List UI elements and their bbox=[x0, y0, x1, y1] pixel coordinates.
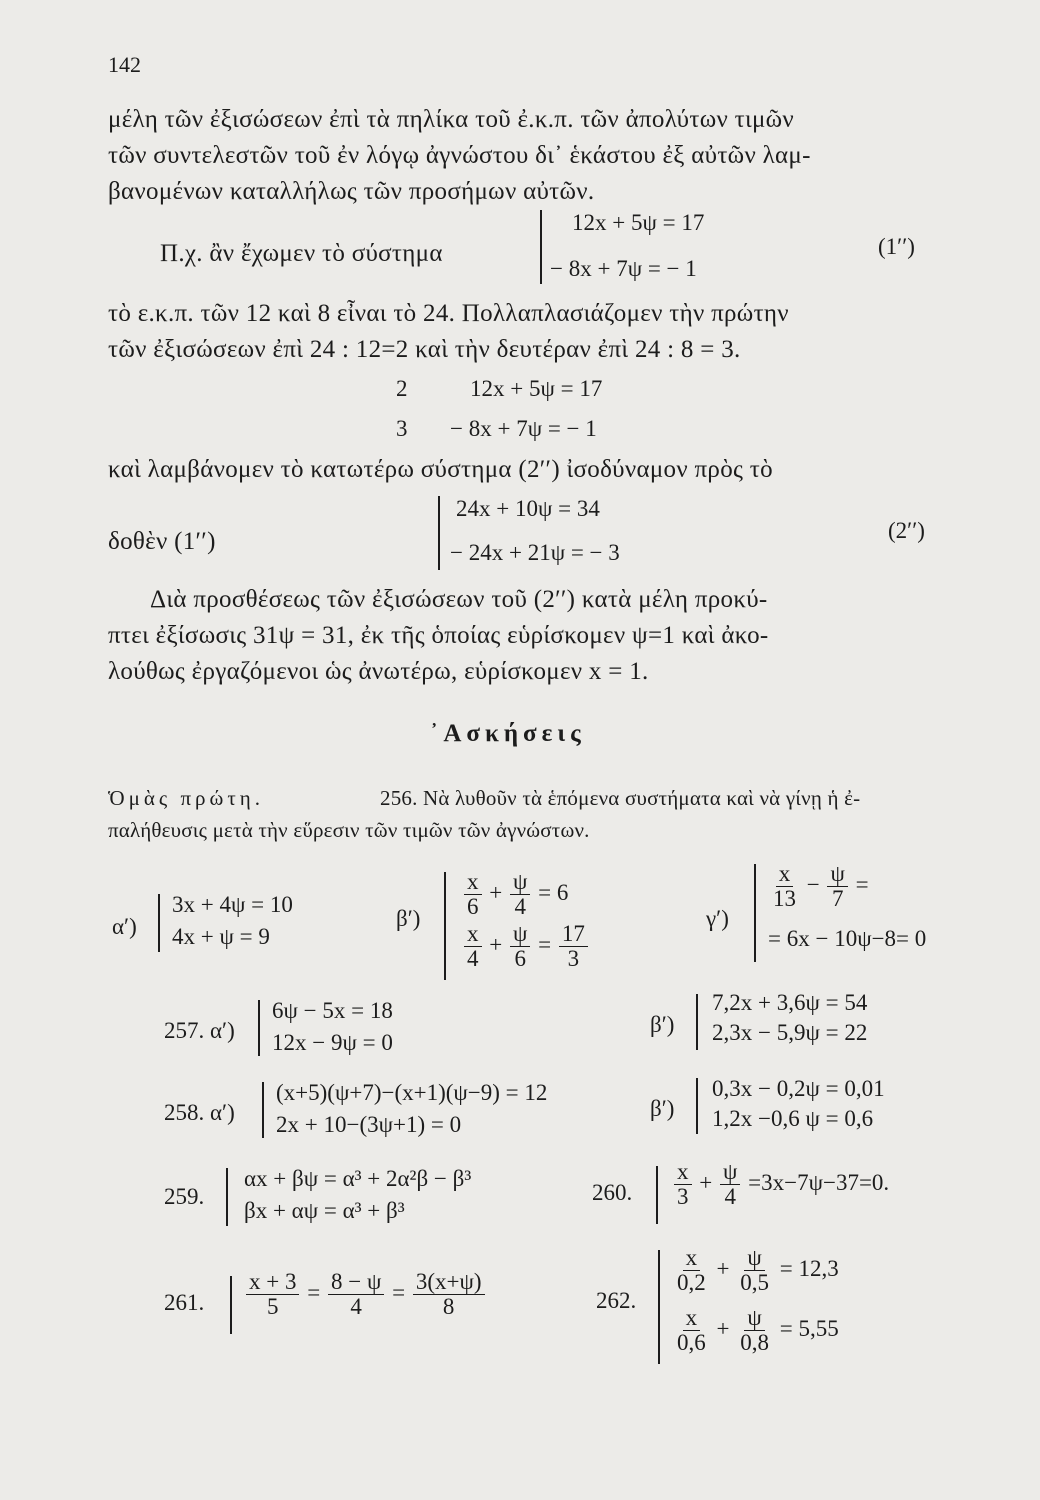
ex258b-eq-2: 1,2x −0,6 ψ = 0,6 bbox=[712, 1106, 874, 1131]
ex256c-label: γ′) bbox=[706, 906, 729, 931]
system-brace bbox=[444, 872, 446, 980]
lcm-line-1: τὸ ε.κ.π. τῶν 12 καὶ 8 εἶναι τὸ 24. Πολλαπλασιάζομεν τὴν πρώτην bbox=[108, 300, 789, 327]
equiv-lead: δοθὲν (1′′) bbox=[108, 528, 216, 555]
equiv-eq-1: 24x + 10ψ = 34 bbox=[456, 496, 600, 521]
ex258b-eq-1: 0,3x − 0,2ψ = 0,01 bbox=[712, 1076, 885, 1101]
ex256c-eq-1: $\frac{x}{13}$ − $\frac{\psi}{7}$ = bbox=[773, 861, 869, 912]
system-brace bbox=[656, 1166, 658, 1224]
ex257b-eq-1: 7,2x + 3,6ψ = 54 bbox=[712, 990, 868, 1015]
example-label: (1′′) bbox=[878, 234, 915, 259]
ex259-label: 259. bbox=[164, 1184, 205, 1209]
equiv-line: καὶ λαμβάνομεν τὸ κατωτέρω σύστημα (2′′) ἰσοδύναμον πρὸς τὸ bbox=[108, 456, 773, 483]
ex258b-label: β′) bbox=[650, 1096, 675, 1121]
conclusion-line-1: Διὰ προσθέσεως τῶν ἐξισώσεων τοῦ (2′′) κατὰ μέλη προκύ- bbox=[150, 586, 768, 613]
system-brace bbox=[226, 1168, 228, 1226]
system-brace bbox=[158, 894, 160, 952]
ex257a-eq-1: 6ψ − 5x = 18 bbox=[272, 998, 393, 1023]
ex256a-eq-1: 3x + 4ψ = 10 bbox=[172, 892, 293, 917]
system-brace bbox=[696, 1078, 698, 1134]
multiplied-eq-2: − 8x + 7ψ = − 1 bbox=[450, 416, 597, 441]
ex256a-eq-2: 4x + ψ = 9 bbox=[172, 924, 270, 949]
ex258a-label: 258. α′) bbox=[164, 1100, 235, 1125]
system-brace bbox=[658, 1250, 660, 1364]
ex258a-eq-1: (x+5)(ψ+7)−(x+1)(ψ−9) = 12 bbox=[276, 1080, 548, 1105]
intro-line-2: τῶν συντελεστῶν τοῦ ἐν λόγῳ ἀγνώστου δι᾽ ἑκάστου ἐξ αὐτῶν λαμ- bbox=[108, 142, 811, 169]
ex256b-eq-2: $\frac{x}{4}$ + $\frac{\psi}{6}$ = $\frac{17}{3}$ bbox=[462, 922, 590, 971]
system-brace bbox=[262, 1082, 264, 1138]
system-brace bbox=[230, 1276, 232, 1334]
ex259-eq-1: αx + βψ = α³ + 2α²β − β³ bbox=[244, 1166, 472, 1191]
ex256b-eq-1: $\frac{x}{6}$ + $\frac{\psi}{4}$ = 6 bbox=[462, 870, 568, 919]
multiplier-2: 3 bbox=[396, 416, 408, 441]
example-eq-2: − 8x + 7ψ = − 1 bbox=[550, 256, 697, 281]
ex262-eq-1: $\frac{x}{0,2}$ + $\frac{\psi}{0,5}$ = 12,3 bbox=[677, 1245, 839, 1296]
ex257a-eq-2: 12x − 9ψ = 0 bbox=[272, 1030, 393, 1055]
equiv-label: (2′′) bbox=[888, 518, 925, 543]
ex257b-label: β′) bbox=[650, 1012, 675, 1037]
conclusion-line-2: πτει ἐξίσωσις 31ψ = 31, ἐκ τῆς ὁποίας εὑρίσκομεν ψ=1 καὶ ἀκο- bbox=[108, 622, 769, 649]
multiplied-eq-1: 12x + 5ψ = 17 bbox=[470, 376, 603, 401]
example-eq-1: 12x + 5ψ = 17 bbox=[572, 210, 705, 235]
conclusion-line-3: λούθως ἐργαζόμενοι ὡς ἀνωτέρω, εὑρίσκομεν x = 1. bbox=[108, 658, 649, 685]
ex261-label: 261. bbox=[164, 1290, 205, 1315]
intro-line-3: βανομένων καταλλήλως τῶν προσήμων αὐτῶν. bbox=[108, 178, 595, 205]
system-brace bbox=[540, 210, 542, 284]
lcm-line-2: τῶν ἐξισώσεων ἐπὶ 24 : 12=2 καὶ τὴν δευτέραν ἐπὶ 24 : 8 = 3. bbox=[108, 336, 741, 363]
system-brace bbox=[258, 1000, 260, 1056]
ex262-eq-2: $\frac{x}{0,6}$ + $\frac{\psi}{0,8}$ = 5,55 bbox=[677, 1305, 839, 1356]
ex256b-label: β′) bbox=[396, 906, 421, 931]
ex261-eq: $\frac{x + 3}{5}$ = $\frac{8 - \psi}{4}$ = $\frac{3(x+\psi)}{8}$ bbox=[244, 1270, 487, 1319]
ex257a-label: 257. α′) bbox=[164, 1018, 235, 1043]
ex262-label: 262. bbox=[596, 1288, 637, 1313]
ex257b-eq-2: 2,3x − 5,9ψ = 22 bbox=[712, 1020, 868, 1045]
ex256c-eq-2: = 6x − 10ψ−8= 0 bbox=[768, 926, 927, 951]
ex258a-eq-2: 2x + 10−(3ψ+1) = 0 bbox=[276, 1112, 462, 1137]
multiplier-1: 2 bbox=[396, 376, 408, 401]
ex256a-label: α′) bbox=[112, 914, 137, 939]
exercise-intro-1: 256. Νὰ λυθοῦν τὰ ἑπόμενα συστήματα καὶ νὰ γίνῃ ἡ ἐ- bbox=[380, 786, 861, 810]
ex259-eq-2: βx + αψ = α³ + β³ bbox=[244, 1198, 405, 1223]
exercise-intro-2: παλήθευσις μετὰ τὴν εὕρεσιν τῶν τιμῶν τῶν ἀγνώστων. bbox=[108, 818, 590, 842]
intro-line-1: μέλη τῶν ἐξισώσεων ἐπὶ τὰ πηλίκα τοῦ ἐ.κ.π. τῶν ἀπολύτων τιμῶν bbox=[108, 106, 795, 133]
group-label: Ὁμὰς πρώτη. bbox=[108, 786, 265, 810]
ex260-label: 260. bbox=[592, 1180, 633, 1205]
equiv-eq-2: − 24x + 21ψ = − 3 bbox=[450, 540, 620, 565]
exercises-heading: ᾽Ασκήσεις bbox=[430, 720, 586, 747]
system-brace bbox=[754, 864, 756, 962]
system-brace bbox=[696, 994, 698, 1050]
example-lead: Π.χ. ἂν ἔχωμεν τὸ σύστημα bbox=[160, 240, 443, 267]
ex260-eq: $\frac{x}{3}$ + $\frac{\psi}{4}$ =3x−7ψ−37=0. bbox=[672, 1160, 889, 1209]
page-number: 142 bbox=[108, 52, 141, 77]
system-brace bbox=[438, 496, 440, 570]
